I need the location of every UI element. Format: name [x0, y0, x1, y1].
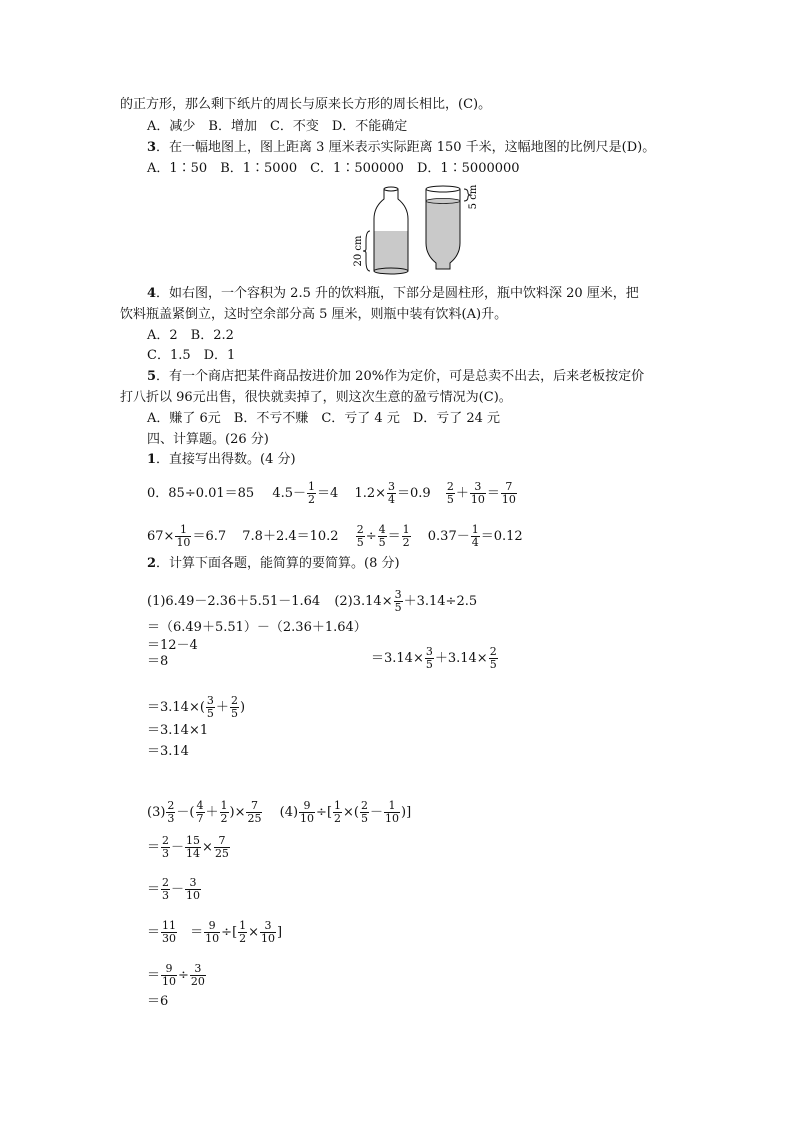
oral-item: 1.2× $\frac{3}{4}$ ＝0.9	[354, 480, 431, 506]
section-heading: 四、计算题。(26 分)	[147, 432, 269, 447]
part1-title	[147, 452, 296, 468]
oral-item: 67× $\frac{1}{10}$ ＝6.7	[147, 523, 227, 549]
oral-item: 0.37－ $\frac{1}{4}$ ＝0.12	[427, 523, 523, 549]
problem-1-2-row	[147, 589, 477, 614]
problem-1: (1)6.49－2.36＋5.51－1.64	[147, 594, 321, 609]
right-gap-label: 5 cm	[468, 184, 479, 210]
step-1-2: ＝12－4	[147, 638, 198, 653]
step-1-3: ＝8	[147, 654, 169, 669]
oral-item: $\frac{2}{5}$ ＋ $\frac{3}{10}$ ＝ $\frac{7}{10}$	[446, 480, 516, 506]
left-liquid	[374, 231, 408, 271]
q4-stem-2: 饮料瓶盖紧倒立，这时空余部分高 5 厘米，则瓶中装有饮料(A)升。	[120, 307, 508, 322]
q3-options: A．1∶50 B．1∶5000 C．1∶500000 D．1∶5000000	[147, 161, 520, 176]
step-2-1: ＝3.14× $\frac{3}{5}$ ＋3.14× $\frac{2}{5}$	[371, 645, 497, 671]
problem-3-4-row	[147, 800, 411, 825]
part2-title-text: ．计算下面各题，能简算的要简算。(8 分)	[156, 556, 400, 571]
step-4-3: ＝6	[147, 994, 169, 1009]
q3-number: 3	[147, 140, 157, 155]
step-3-2: ＝ $\frac{2}{3}$ － $\frac{3}{10}$	[147, 876, 201, 902]
step-2-2: ＝3.14×( $\frac{3}{5}$ ＋ $\frac{2}{5}$ )	[147, 694, 246, 720]
q5-stem-2: 打八折以 96元出售，很快就卖掉了，则这次生意的盈亏情况为(C)。	[120, 390, 512, 405]
part2-title	[147, 556, 400, 572]
part1-number: 1	[147, 452, 157, 467]
step-2-3: ＝3.14×1	[147, 723, 209, 738]
step-3-3: ＝ $\frac{11}{30}$	[147, 919, 177, 945]
q5-text	[147, 369, 644, 385]
bottle-figure	[350, 183, 490, 278]
q5-number: 5	[147, 369, 157, 384]
oral-item: 0．85÷0.01＝85	[147, 486, 255, 501]
problem-2: (2)3.14× $\frac{3}{5}$ ＋3.14÷2.5	[334, 588, 478, 614]
q3-text	[147, 140, 655, 156]
q2-options: A．减少 B．增加 C．不变 D．不能确定	[147, 119, 408, 134]
q2-text: 的正方形，那么剩下纸片的周长与原来长方形的周长相比，(C)。	[120, 97, 492, 112]
q5-options: A．赚了 6元 B．不亏不赚 C．亏了 4 元 D．亏了 24 元	[147, 411, 501, 426]
upright-bottle	[353, 187, 408, 274]
step-4-2: ＝ $\frac{9}{10}$ ÷ $\frac{3}{20}$	[147, 962, 205, 988]
step-4-1: ＝ $\frac{9}{10}$ ÷[ $\frac{1}{2}$ × $\frac{3}{10}$ ]	[190, 919, 283, 945]
left-height-label: 20 cm	[353, 235, 364, 267]
oral-row-2	[147, 524, 523, 549]
q4-options-1: A．2 B．2.2	[147, 328, 234, 343]
problem-4: (4) $\frac{9}{10}$ ÷[ $\frac{1}{2}$ ×( $\frac{2}{5}$ － $\frac{1}{10}$ )]	[279, 799, 412, 825]
oral-item: 4.5－ $\frac{1}{2}$ ＝4	[272, 480, 339, 506]
q4-options-2: C．1.5 D．1	[147, 348, 236, 363]
q3-stem: ．在一幅地图上，图上距离 3 厘米表示实际距离 150 千米，这幅地图的比例尺是(D)。	[156, 140, 656, 155]
q4-number: 4	[147, 286, 157, 301]
inverted-bottle	[426, 184, 479, 269]
step-1-1: ＝（6.49＋5.51）－（2.36＋1.64）	[147, 620, 367, 635]
step-3-1: ＝ $\frac{2}{3}$ － $\frac{15}{14}$ × $\frac{7}{25}$	[147, 834, 229, 860]
step-2-4: ＝3.14	[147, 744, 189, 759]
part2-number: 2	[147, 556, 157, 571]
q4-text	[147, 286, 639, 302]
oral-item: 7.8＋2.4＝10.2	[242, 529, 339, 544]
oral-item: $\frac{2}{5}$ ÷ $\frac{4}{5}$ ＝ $\frac{1}{2}$	[356, 523, 410, 549]
part1-title-text: ．直接写出得数。(4 分)	[156, 452, 296, 467]
oral-row-1	[147, 481, 518, 506]
q4-stem-1: ．如右图，一个容积为 2.5 升的饮料瓶，下部分是圆柱形，瓶中饮料深 20 厘米，把	[156, 286, 639, 301]
right-liquid-top	[426, 201, 460, 243]
step-3-3-and-4-1	[147, 920, 282, 945]
q5-stem-1: ．有一个商店把某件商品按进价加 20%作为定价，可是总卖不出去，后来老板按定价	[156, 369, 645, 384]
problem-3: (3) $\frac{2}{3}$ －( $\frac{4}{7}$ ＋ $\frac{1}{2}$ )× $\frac{7}{25}$	[147, 799, 262, 825]
